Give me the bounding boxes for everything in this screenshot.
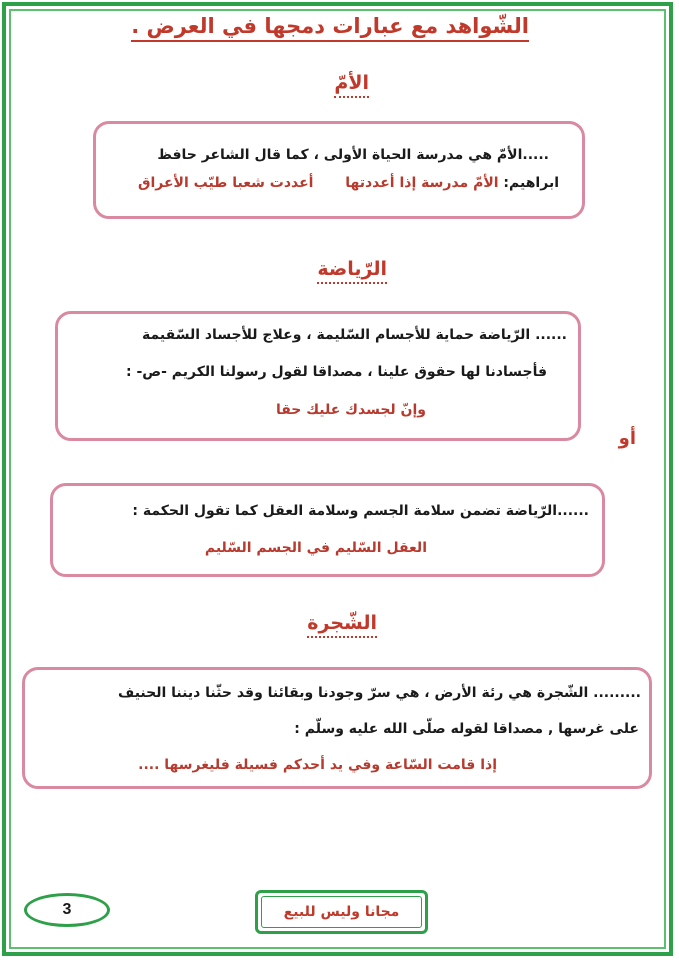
page-title: الشّواهد مع عبارات دمجها في العرض . (131, 14, 529, 42)
tree-text-line-1: ......... الشّجرة هي رئة الأرض ، هي سرّ وجودنا وبقائنا وقد حثّنا ديننا الحنيف (118, 685, 641, 701)
mother-quote-box (93, 121, 585, 219)
sport-box1-line-2: فأجسادنا لها حقوق علينا ، مصداقا لقول رسولنا الكريم -ص- : (125, 364, 547, 380)
section-heading-tree: الشّجرة (307, 612, 377, 638)
page-number: 3 (24, 893, 110, 927)
free-not-for-sale-stamp (255, 890, 428, 934)
mother-line-2-prefix: ابراهيم: (498, 175, 559, 191)
mother-text-line-2 (138, 175, 559, 191)
mother-text-line-1: .....الأمّ هي مدرسة الحياة الأولى ، كما قال الشاعر حافظ (157, 147, 549, 163)
mother-verse-part-1: الأمّ مدرسة إذا أعددتها (345, 175, 499, 191)
sport-quote-box-2 (50, 483, 605, 577)
sport-box1-line-1: ...... الرّياضة حماية للأجسام السّليمة ، وعلاج للأجساد السّقيمة (142, 327, 567, 343)
mother-verse-part-2: أعددت شعبا طيّب الأعراق (137, 175, 314, 191)
stamp-label: مجانا وليس للبيع (261, 896, 422, 928)
or-label: أو (618, 428, 636, 449)
section-heading-mother: الأمّ (334, 72, 369, 98)
tree-hadith: إذا قامت السّاعة وفي يد أحدكم فسيلة فليغرسها .... (138, 757, 497, 773)
sport-box2-proverb: العقل السّليم في الجسم السّليم (204, 540, 427, 556)
section-heading-sport: الرّياضة (317, 258, 387, 284)
sport-box2-line-1: ......الرّياضة تضمن سلامة الجسم وسلامة العقل كما تقول الحكمة : (132, 503, 589, 519)
tree-text-line-2: على غرسها , مصداقا لقوله صلّى الله عليه وسلّم : (294, 721, 639, 737)
sport-box1-hadith: وإنّ لجسدك عليك حقا (275, 402, 426, 418)
